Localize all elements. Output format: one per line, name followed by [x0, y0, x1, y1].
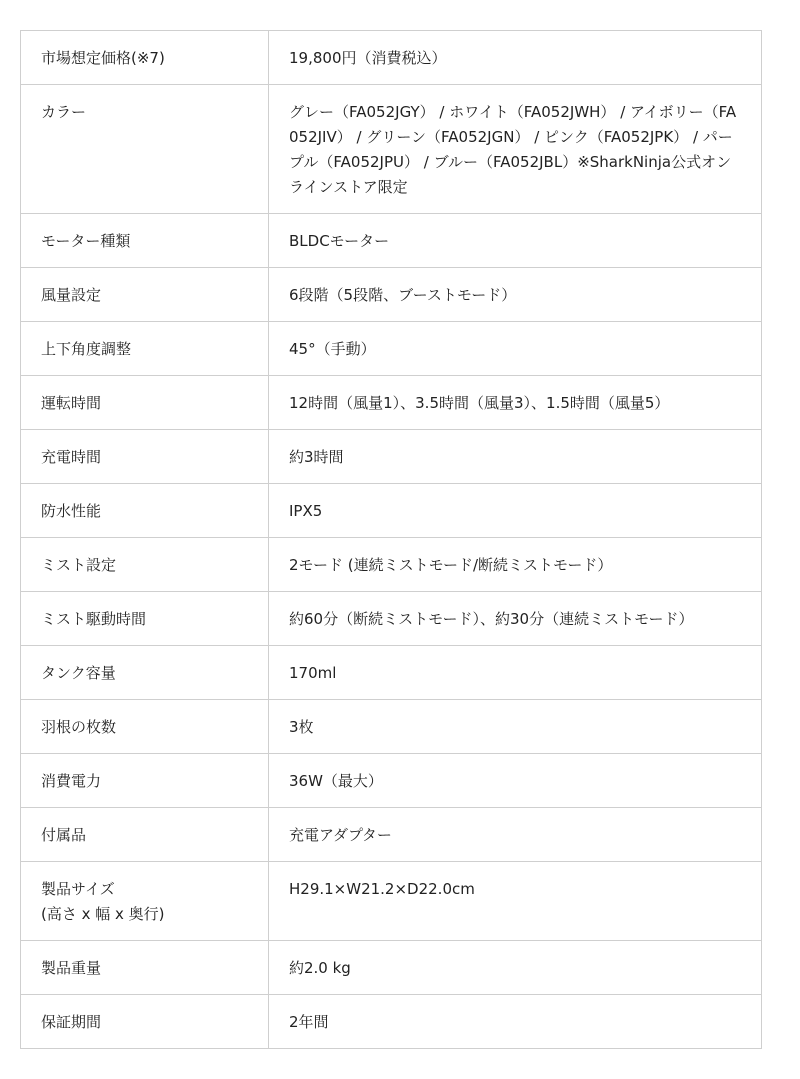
table-row [21, 322, 762, 376]
spec-label: 保証期間 [21, 995, 269, 1049]
table-row [21, 31, 762, 85]
spec-label: 防水性能 [21, 484, 269, 538]
spec-value: 45°（手動） [269, 322, 762, 376]
spec-value: 約60分（断続ミストモード）、約30分（連続ミストモード） [269, 592, 762, 646]
table-row [21, 700, 762, 754]
spec-value: 6段階（5段階、ブーストモード） [269, 268, 762, 322]
spec-value: 12時間（風量1）、3.5時間（風量3）、1.5時間（風量5） [269, 376, 762, 430]
table-row [21, 862, 762, 941]
spec-value: 2モード (連続ミストモード/断続ミストモード） [269, 538, 762, 592]
spec-label: 消費電力 [21, 754, 269, 808]
spec-label: 製品重量 [21, 941, 269, 995]
spec-value: 3枚 [269, 700, 762, 754]
table-row [21, 268, 762, 322]
spec-value: IPX5 [269, 484, 762, 538]
spec-label: 付属品 [21, 808, 269, 862]
table-row [21, 592, 762, 646]
spec-value: 19,800円（消費税込） [269, 31, 762, 85]
spec-label: モーター種類 [21, 214, 269, 268]
table-row [21, 538, 762, 592]
table-row [21, 214, 762, 268]
table-row [21, 995, 762, 1049]
spec-label: 風量設定 [21, 268, 269, 322]
spec-label: タンク容量 [21, 646, 269, 700]
spec-label: 市場想定価格(※7) [21, 31, 269, 85]
spec-table [20, 30, 762, 1049]
table-row [21, 941, 762, 995]
spec-label: カラー [21, 85, 269, 214]
spec-label: 羽根の枚数 [21, 700, 269, 754]
table-row [21, 484, 762, 538]
table-row [21, 85, 762, 214]
table-row [21, 376, 762, 430]
table-row [21, 808, 762, 862]
spec-label [21, 862, 269, 941]
spec-value: 170ml [269, 646, 762, 700]
spec-value: H29.1×W21.2×D22.0cm [269, 862, 762, 941]
spec-value: グレー（FA052JGY） / ホワイト（FA052JWH） / アイボリー（FA052JIV） / グリーン（FA052JGN） / ピンク（FA052JPK） / パープル（FA052JPU） / ブルー（FA052JBL）※SharkNinja公式オンラインストア限定 [269, 85, 762, 214]
table-row [21, 754, 762, 808]
table-row [21, 430, 762, 484]
spec-label: 充電時間 [21, 430, 269, 484]
spec-label: 運転時間 [21, 376, 269, 430]
spec-value: 約3時間 [269, 430, 762, 484]
spec-value: BLDCモーター [269, 214, 762, 268]
spec-label: ミスト設定 [21, 538, 269, 592]
table-row [21, 646, 762, 700]
spec-value: 約2.0 kg [269, 941, 762, 995]
spec-value: 2年間 [269, 995, 762, 1049]
spec-label: 上下角度調整 [21, 322, 269, 376]
spec-value: 充電アダプター [269, 808, 762, 862]
spec-label-line: (高さ x 幅 x 奥行) [41, 905, 165, 923]
spec-label-line: 製品サイズ [41, 880, 115, 898]
spec-label: ミスト駆動時間 [21, 592, 269, 646]
spec-value: 36W（最大） [269, 754, 762, 808]
